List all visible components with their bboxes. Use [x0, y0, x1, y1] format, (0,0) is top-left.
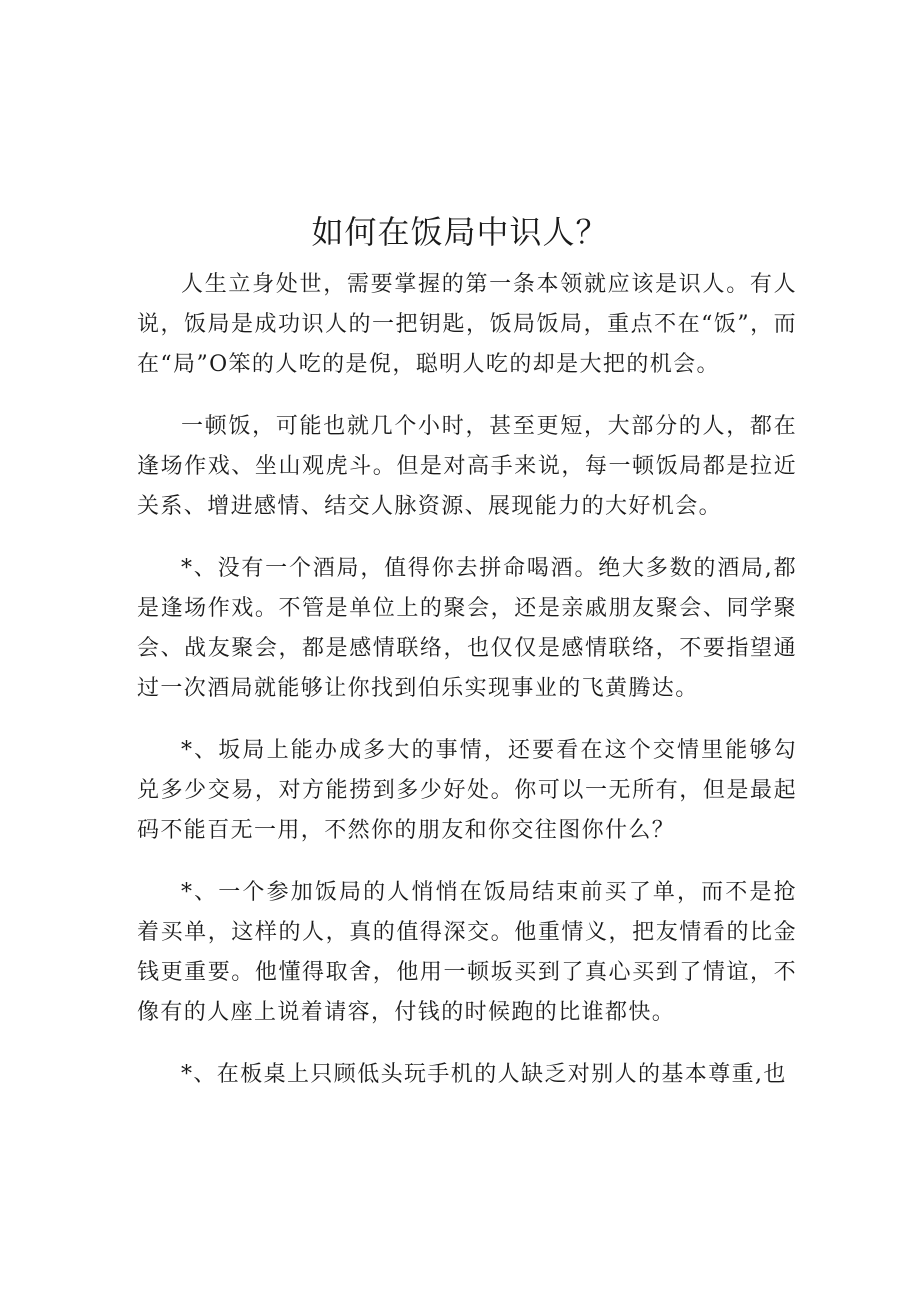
- paragraph: *、没有一个酒局，值得你去拼命喝酒。绝大多数的酒局,都是逢场作戏。不管是单位上的聚会，还是亲戚朋友聚会、同学聚会、战友聚会，都是感情联络，也仅仅是感情联络，不要指望通过一次酒局就能够让你找到伯乐实现事业的飞黄腾达。: [137, 556, 797, 701]
- document-title: 如何在饭局中识人？: [311, 213, 609, 251]
- paragraph: 人生立身处世，需要掌握的第一条本领就应该是识人。有人说，饭局是成功识人的一把钥匙，饭局饭局，重点不在“饭”，而在“局”O笨的人吃的是倪，聪明人吃的却是大把的机会。: [137, 272, 797, 377]
- paragraph: *、在板桌上只顾低头玩手机的人缺乏对别人的基本尊重,也: [181, 1062, 787, 1087]
- paragraph: *、一个参加饭局的人悄悄在饭局结束前买了单，而不是抢着买单，这样的人，真的值得深交。他重情义，把友情看的比金钱更重要。他懂得取舍，他用一顿坂买到了真心买到了情谊，不像有的人座上说着请容，付钱的时候跑的比谁都快。: [137, 880, 797, 1025]
- paragraph: *、坂局上能办成多大的事情，还要看在这个交情里能够勾兑多少交易，对方能捞到多少好处。你可以一无所有，但是最起码不能百无一用，不然你的朋友和你交往图你什么？: [137, 738, 797, 843]
- document-body: [137, 265, 797, 1117]
- paragraph: 一顿饭，可能也就几个小时，甚至更短，大部分的人，都在逢场作戏、坐山观虎斗。但是对高手来说，每一顿饭局都是拉近关系、增进感情、结交人脉资源、展现能力的大好机会。: [137, 414, 797, 519]
